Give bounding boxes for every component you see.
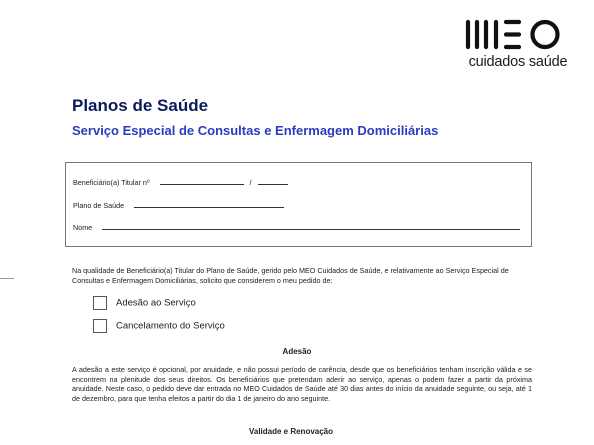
name-row (73, 222, 520, 232)
beneficiary-suffix-field[interactable] (258, 177, 288, 185)
adhesion-checkbox[interactable] (93, 296, 107, 310)
health-plan-label: Plano de Saúde (73, 201, 125, 210)
beneficiary-number-field[interactable] (160, 177, 244, 185)
option-adhesion[interactable] (93, 296, 196, 310)
name-field[interactable] (102, 222, 520, 230)
number-separator: / (249, 178, 252, 187)
meo-logo (458, 16, 578, 70)
health-plan-field[interactable] (134, 200, 284, 208)
adhesion-option-label: Adesão ao Serviço (116, 297, 196, 309)
adhesion-heading: Adesão (282, 347, 312, 356)
name-label: Nome (73, 223, 93, 232)
beneficiary-number-row (73, 177, 288, 187)
cancellation-checkbox[interactable] (93, 319, 107, 333)
beneficiary-number-label: Beneficiário(a) Titular nº (73, 178, 150, 187)
option-cancellation[interactable] (93, 319, 225, 333)
intro-paragraph: Na qualidade de Beneficiário(a) Titular do Plano de Saúde, gerido pelo MEO Cuidados de Saúde, e relativamente ao Serviço Especial de Consultas e Enfermagem Domiciliárias, solicito que considerem o meu pedido de: (72, 266, 509, 285)
health-plan-row (73, 200, 284, 210)
document-title: Planos de Saúde (72, 96, 209, 115)
beneficiary-form (65, 162, 532, 247)
page-margin-mark (0, 278, 14, 279)
validity-heading: Validade e Renovação (248, 427, 334, 436)
logo-subtitle: cuidados saúde (468, 54, 568, 70)
cancellation-option-label: Cancelamento do Serviço (116, 320, 225, 332)
document-subtitle: Serviço Especial de Consultas e Enfermagem Domiciliárias (72, 123, 439, 138)
meo-wordmark-icon (463, 16, 573, 52)
adhesion-paragraph: A adesão a este serviço é opcional, por anuidade, e não possui período de carência, desde que os beneficiários tenham inscrição válida e se encontrem na plenitude dos seus direitos. Os beneficiários que pretendam aderir ao serviço, apenas o podem fazer a partir da próxima anuidade. Neste caso, o pedido deve dar entrada no MEO Cuidados de Saúde até 30 dias antes do início da anuidade seguinte, ou seja, até 1 de dezembro, para que tenha efeitos a partir do dia 1 de janeiro do ano seguinte. (72, 365, 532, 403)
